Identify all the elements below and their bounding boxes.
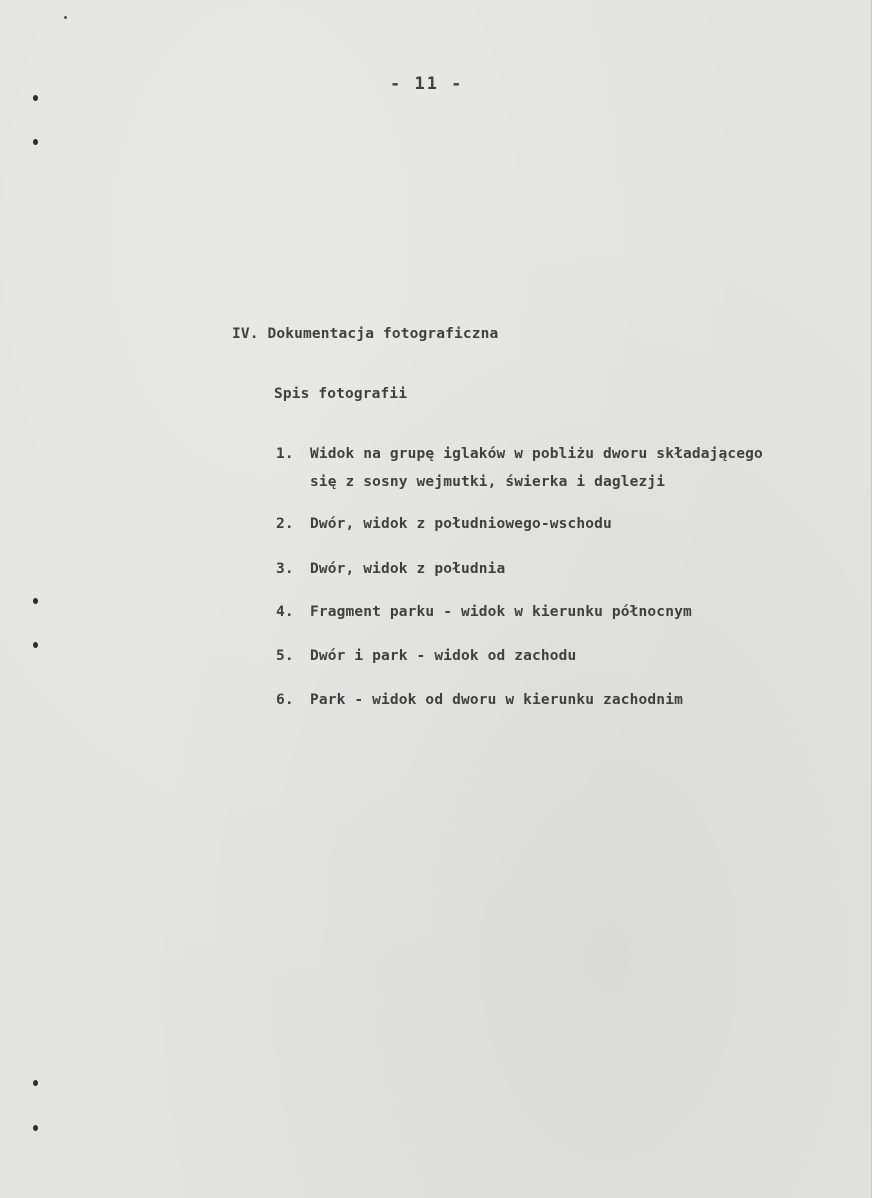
page-number: - 11 - [390, 74, 464, 94]
section-title: IV. Dokumentacja fotograficzna [232, 326, 499, 342]
list-item-number: 6. [276, 692, 294, 708]
list-item [276, 648, 576, 664]
list-item-text: Dwór, widok z południowego-wschodu [310, 516, 612, 532]
list-item-number: 4. [276, 604, 294, 620]
list-item-number: 5. [276, 648, 294, 664]
punch-hole-mark [33, 1125, 38, 1131]
list-item [276, 561, 505, 577]
punch-hole-mark [33, 598, 38, 604]
list-item [276, 604, 692, 620]
list-item [276, 446, 763, 491]
list-item-text: Widok na grupę iglaków w pobliżu dworu składającego [310, 446, 763, 462]
list-item [276, 516, 612, 532]
punch-hole-mark [33, 139, 38, 145]
list-item-number: 3. [276, 561, 294, 577]
punch-hole-mark [33, 1080, 38, 1086]
punch-hole-mark [33, 642, 38, 648]
list-item [276, 692, 683, 708]
list-heading: Spis fotografii [274, 386, 408, 402]
list-item-text: Park - widok od dworu w kierunku zachodnim [310, 692, 683, 708]
list-item-text: Dwór, widok z południa [310, 561, 506, 577]
list-item-text: Dwór i park - widok od zachodu [310, 648, 577, 664]
list-item-text: Fragment parku - widok w kierunku północnym [310, 604, 692, 620]
paper-speck [64, 16, 67, 19]
list-item-number: 1. [276, 446, 294, 462]
punch-hole-mark [33, 95, 38, 101]
list-item-text-continuation: się z sosny wejmutki, świerka i daglezji [310, 474, 666, 490]
list-item-number: 2. [276, 516, 294, 532]
